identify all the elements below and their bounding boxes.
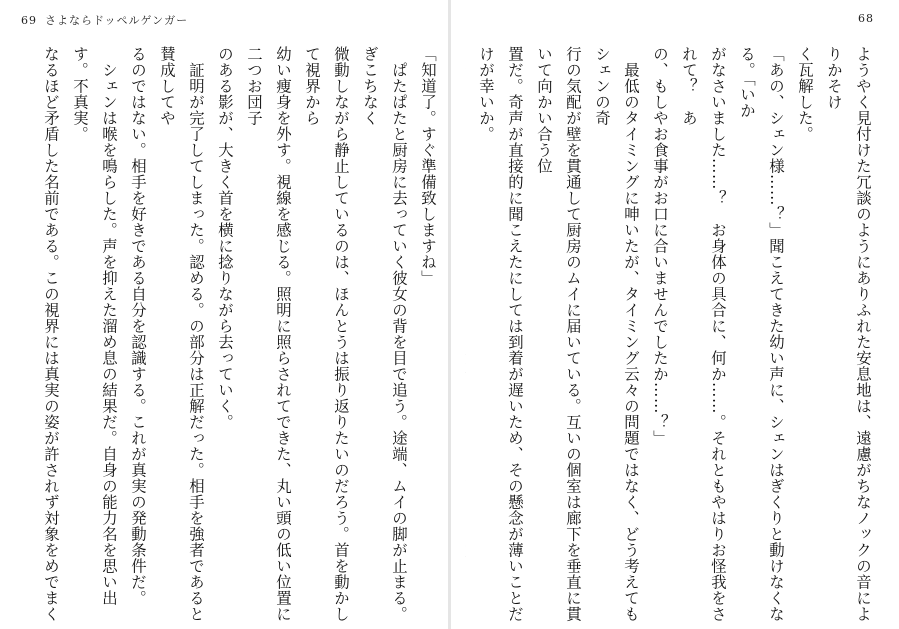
running-title: さよならドッペルゲンガー: [45, 14, 189, 27]
text-line: 幼い痩身を外す。視線を感じる。照明に照らされてできた、丸い頭の低い位置に二つお団子: [245, 46, 292, 622]
left-page-number: 69: [21, 14, 37, 27]
text-line: ぱたぱたと厨房に去っていく彼女の背を目で追う。途端、ムイの脚が止まる。ぎこちなく: [361, 46, 408, 622]
text-line: なるほど矛盾した名前である。この視界には真実の姿が許されず対象をめでまく: [42, 46, 60, 622]
text-line: のある影が、大きく首を横に捻りながら去っていく。: [216, 46, 234, 430]
text-line: 証明が完了してしまった。認める。の部分は正解だった。相手を強者であると賛成してや: [158, 46, 205, 622]
text-line: 微動しながら静止しているのは、ほんとうは振り返りたいのだろう。首を動かして視界から: [303, 46, 350, 622]
text-line: 行の気配が壁を貫通して厨房のムイに届いている。互いの個室は廊下を垂直に貫いて向かい合う位: [535, 46, 582, 622]
text-line: ようやく見付けた冗談のようにありふれた安息地は、遠慮がちなノックの音によりかそけ: [825, 46, 872, 622]
text-line: がなさいました……？ お身体の具合に、何か……。それともやはりお怪我をされて？ あ: [680, 46, 727, 622]
text-line: 「知道了。すぐ準備致しますね」: [419, 46, 437, 286]
right-page: [451, 0, 899, 629]
text-line: 「あの、シェン様……？」聞こえてきた幼い声に、シェンはぎくりと動けなくなる。「いか: [738, 46, 785, 622]
text-line: [465, 46, 471, 629]
text-line: の、もしやお食事がお口に合いませんでしたか……？」: [651, 46, 669, 446]
text-line: 置だ。奇声が直接的に聞こえたにしては到着が遅いため、その懸念が薄いことだけが幸いか。: [477, 46, 524, 622]
text-line: るのではない。相手を好きである自分を認識する。これが真実の発動条件だ。: [129, 46, 147, 606]
left-page: [0, 0, 448, 629]
text-line: 最低のタイミングに呻いたが、タイミング云々の問題ではなく、どう考えてもシェンの奇: [593, 46, 640, 622]
right-page-number: 68: [858, 12, 874, 25]
left-page-header: [21, 12, 188, 28]
text-line: シェンは喉を鳴らした。声を抑えた溜め息の結果だ。自身の能力名を思い出す。不真実。: [71, 46, 118, 606]
right-page-body-text: [465, 30, 877, 629]
left-page-body-text: [38, 30, 442, 629]
text-line: く瓦解した。: [796, 46, 814, 142]
